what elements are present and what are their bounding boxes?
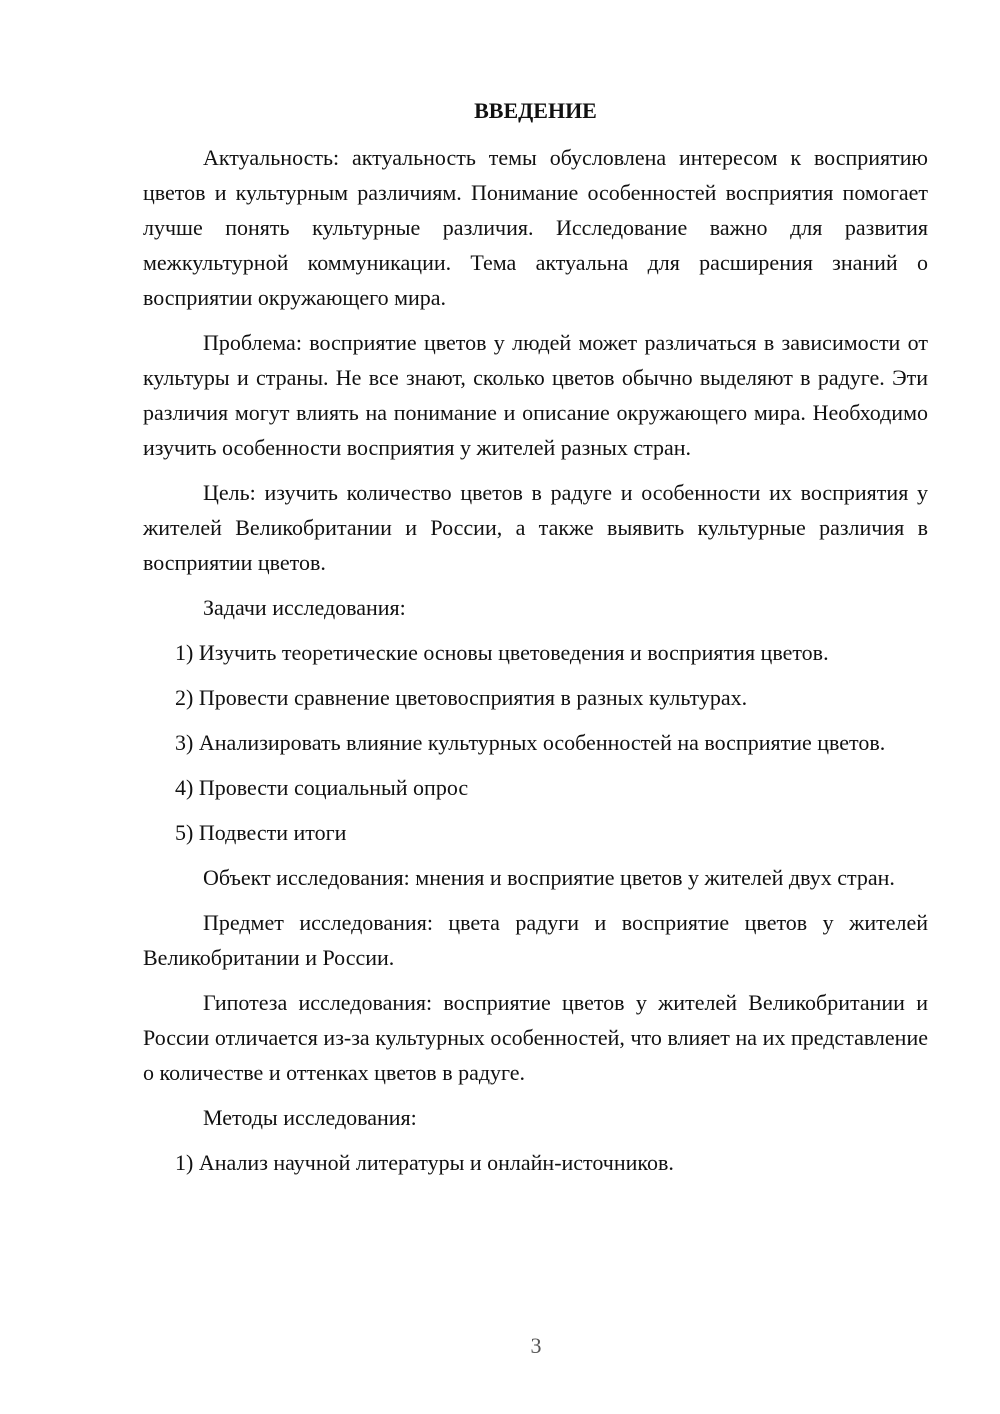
method-item-1: 1) Анализ научной литературы и онлайн-источников. — [175, 1150, 674, 1175]
goal-paragraph: Цель: изучить количество цветов в радуге и особенности их восприятия у жителей Великобритании и России, а также выявить культурные различия в восприятии цветов. — [143, 480, 928, 575]
page-number: 3 — [530, 1333, 542, 1358]
task-item-1: 1) Изучить теоретические основы цветоведения и восприятия цветов. — [175, 640, 829, 665]
hypothesis-paragraph: Гипотеза исследования: восприятие цветов у жителей Великобритании и России отличается из-за культурных особенностей, что влияет на их представление о количестве и оттенках цветов в радуге. — [143, 990, 928, 1085]
object-paragraph: Объект исследования: мнения и восприятие цветов у жителей двух стран. — [203, 865, 895, 890]
page-content — [143, 93, 928, 1190]
task-item-2: 2) Провести сравнение цветовосприятия в разных культурах. — [175, 685, 748, 710]
problem-paragraph: Проблема: восприятие цветов у людей может различаться в зависимости от культуры и страны. Не все знают, сколько цветов обычно выделяют в радуге. Эти различия могут влиять на понимание и описание окружающего мира. Необходимо изучить особенности восприятия у жителей разных стран. — [143, 330, 928, 460]
methods-heading: Методы исследования: — [203, 1105, 417, 1130]
relevance-paragraph: Актуальность: актуальность темы обусловлена интересом к восприятию цветов и культурным различиям. Понимание особенностей восприятия помогает лучше понять культурные различия. Исследование важно для развития межкультурной коммуникации. Тема актуальна для расширения знаний о восприятии окружающего мира. — [143, 145, 928, 310]
tasks-heading: Задачи исследования: — [203, 595, 406, 620]
task-item-5: 5) Подвести итоги — [175, 820, 347, 845]
subject-paragraph: Предмет исследования: цвета радуги и восприятие цветов у жителей Великобритании и России. — [143, 910, 928, 970]
section-title: ВВЕДЕНИЕ — [474, 98, 597, 123]
task-item-4: 4) Провести социальный опрос — [175, 775, 469, 800]
task-item-3: 3) Анализировать влияние культурных особенностей на восприятие цветов. — [175, 730, 886, 755]
